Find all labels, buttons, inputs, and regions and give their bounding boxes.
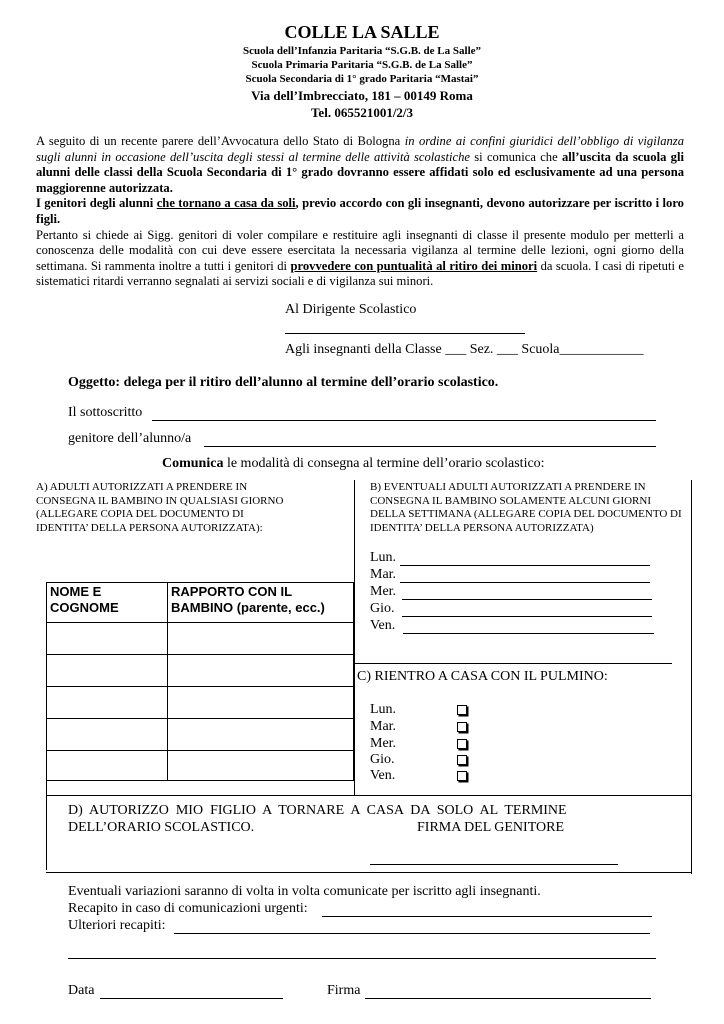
table-cell[interactable] bbox=[47, 719, 168, 751]
intro-p2-text: I genitori degli alunni bbox=[36, 196, 157, 211]
c-day-mer: Mer. bbox=[370, 736, 397, 751]
intro-p3-bold-underlined: provvedere con puntualità al ritiro dei minori bbox=[290, 258, 538, 273]
c-day-gio: Gio. bbox=[370, 752, 395, 767]
firma-field[interactable] bbox=[365, 998, 651, 999]
recapito-field[interactable] bbox=[322, 916, 652, 917]
section-d-line2: DELL’ORARIO SCOLASTICO. bbox=[68, 820, 255, 835]
table-row bbox=[47, 687, 354, 719]
c-mer-checkbox[interactable] bbox=[457, 739, 467, 749]
data-label: Data bbox=[68, 983, 95, 998]
col-rapporto: RAPPORTO CON IL BAMBINO (parente, ecc.) bbox=[168, 583, 354, 623]
section-d-top-border bbox=[46, 795, 692, 796]
intro-p3-text: Pertanto si chiede ai Sigg. genitori di voler compilare e restituire agli insegnanti di classe il presente modulo per metterli a conoscenza delle modalità con cui deve essere esercitata la necessaria vigilanza al termine delle lezioni, ogni giorno della settimana. Si rammenta inoltre a tutti i genitori di bbox=[36, 227, 684, 273]
table-cell[interactable] bbox=[168, 623, 354, 655]
b-day-lun-field[interactable] bbox=[400, 565, 650, 566]
intro-text bbox=[36, 134, 684, 290]
table-cell[interactable] bbox=[168, 719, 354, 751]
section-divider-vertical bbox=[354, 480, 355, 796]
table-cell[interactable] bbox=[47, 687, 168, 719]
school-address: Via dell’Imbrecciato, 181 – 00149 Roma bbox=[251, 88, 473, 103]
variazioni-note: Eventuali variazioni saranno di volta in volta comunicate per iscritto agli insegnanti. bbox=[68, 884, 541, 899]
firma-genitore-field[interactable] bbox=[370, 864, 618, 865]
c-day-ven: Ven. bbox=[370, 768, 396, 783]
table-row bbox=[47, 751, 354, 781]
section-d-bottom-border bbox=[46, 872, 692, 873]
intro-p1-text: A seguito di un recente parere dell’Avvocatura dello Stato di Bologna bbox=[36, 134, 405, 148]
authorized-adults-table bbox=[46, 582, 354, 781]
section-bc-divider bbox=[354, 663, 672, 664]
b-day-ven: Ven. bbox=[370, 618, 396, 633]
table-cell[interactable] bbox=[47, 655, 168, 687]
recipient-dirigente: Al Dirigente Scolastico bbox=[285, 302, 417, 317]
comunica-line bbox=[162, 456, 545, 472]
ulteriori-field[interactable] bbox=[174, 933, 650, 934]
ulteriori-label: Ulteriori recapiti: bbox=[68, 918, 166, 933]
c-day-lun: Lun. bbox=[370, 702, 397, 717]
intro-p1-bold: all’uscita da scuola gli alunni delle classi della Scuola Secondaria di 1° grado dovranno essere affidati solo ed esclusivamente ad una persona maggiorenne autorizzata. bbox=[36, 149, 684, 195]
table-cell[interactable] bbox=[47, 751, 168, 781]
intro-p1-text2: si comunica che bbox=[469, 149, 562, 164]
recipient-signature-line[interactable] bbox=[285, 333, 525, 334]
comunica-rest: le modalità di consegna al termine dell’orario scolastico: bbox=[223, 456, 545, 471]
comunica-bold: Comunica bbox=[162, 456, 224, 471]
frame-right-border bbox=[691, 480, 692, 874]
col-nome-cognome: NOME E COGNOME bbox=[47, 583, 168, 623]
section-b-text: B) EVENTUALI ADULTI AUTORIZZATI A PRENDERE IN CONSEGNA IL BAMBINO SOLAMENTE ALCUNI GIORNI DELLA SETTIMANA (ALLEGARE COPIA DEL DOCUMENTO DI IDENTITA’ DELLA PERSONA AUTORIZZATA) bbox=[370, 481, 682, 534]
table-row bbox=[47, 719, 354, 751]
oggetto-line: Oggetto: delega per il ritiro dell’alunno al termine dell’orario scolastico. bbox=[68, 375, 499, 390]
school-line-secondaria: Scuola Secondaria di 1° grado Paritaria “Mastai” bbox=[245, 73, 479, 85]
data-field[interactable] bbox=[100, 998, 283, 999]
table-row bbox=[47, 623, 354, 655]
ulteriori-field-extra[interactable] bbox=[68, 958, 656, 959]
firma-label: Firma bbox=[327, 983, 361, 998]
sottoscritto-label: Il sottoscritto bbox=[68, 405, 143, 420]
c-gio-checkbox[interactable] bbox=[457, 755, 467, 765]
section-d-line1: D) AUTORIZZO MIO FIGLIO A TORNARE A CASA DA SOLO AL TERMINE bbox=[68, 803, 567, 818]
c-day-mar: Mar. bbox=[370, 719, 397, 734]
recapito-label: Recapito in caso di comunicazioni urgenti: bbox=[68, 901, 308, 916]
b-day-mer-field[interactable] bbox=[402, 599, 652, 600]
table-cell[interactable] bbox=[168, 687, 354, 719]
school-line-primaria: Scuola Primaria Paritaria “S.G.B. de La Salle” bbox=[251, 59, 473, 71]
b-day-ven-field[interactable] bbox=[403, 633, 654, 634]
school-phone: Tel. 065521001/2/3 bbox=[310, 105, 414, 120]
intro-p2-underlined: che tornano a casa da soli bbox=[156, 196, 296, 211]
b-day-mar-field[interactable] bbox=[400, 582, 650, 583]
b-day-mar: Mar. bbox=[370, 567, 397, 582]
table-cell[interactable] bbox=[47, 623, 168, 655]
table-cell[interactable] bbox=[168, 751, 354, 781]
c-ven-checkbox[interactable] bbox=[457, 771, 467, 781]
b-day-lun: Lun. bbox=[370, 550, 397, 565]
c-lun-checkbox[interactable] bbox=[457, 705, 467, 715]
section-c-title: C) RIENTRO A CASA CON IL PULMINO: bbox=[357, 669, 608, 684]
school-name: COLLE LA SALLE bbox=[284, 22, 440, 42]
genitore-label: genitore dell’alunno/a bbox=[68, 431, 192, 446]
table-row bbox=[47, 655, 354, 687]
c-mar-checkbox[interactable] bbox=[457, 722, 467, 732]
recipient-insegnanti: Agli insegnanti della Classe ___ Sez. ___ Scuola____________ bbox=[285, 342, 644, 357]
firma-genitore-label: FIRMA DEL GENITORE bbox=[417, 820, 564, 835]
alunno-field[interactable] bbox=[204, 446, 656, 447]
b-day-mer: Mer. bbox=[370, 584, 397, 599]
intro-p1-italic: in ordine ai confini giuridici dell’obbligo di vigilanza sugli alunni in occasione dell’uscita degli stessi al termine delle attività scolastiche bbox=[36, 134, 684, 164]
b-day-gio-field[interactable] bbox=[402, 616, 652, 617]
intro-p3-text2: da scuola. I casi di ripetuti e sistematici ritardi verranno segnalati ai servizi sociali e di vigilanza sui minori. bbox=[36, 258, 684, 289]
section-a-text: A) ADULTI AUTORIZZATI A PRENDERE IN CONSEGNA IL BAMBINO IN QUALSIASI GIORNO (ALLEGARE COPIA DEL DOCUMENTO DI IDENTITA’ DELLA PERSONA AUTORIZZATA): bbox=[36, 481, 284, 534]
school-line-infanzia: Scuola dell’Infanzia Paritaria “S.G.B. de La Salle” bbox=[242, 45, 482, 57]
intro-p2-text2: , previo accordo con gli insegnanti, devono autorizzare per iscritto i loro figli. bbox=[36, 196, 684, 226]
b-day-gio: Gio. bbox=[370, 601, 395, 616]
sottoscritto-field[interactable] bbox=[152, 420, 656, 421]
table-cell[interactable] bbox=[168, 655, 354, 687]
